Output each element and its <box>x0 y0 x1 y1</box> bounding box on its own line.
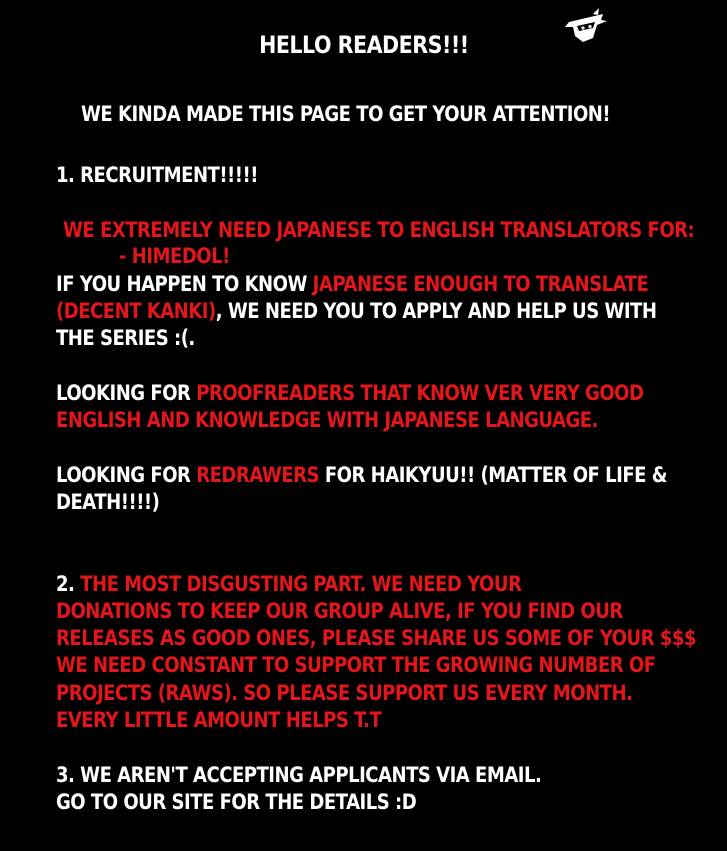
proofreaders-line-1: LOOKING FOR PROOFREADERS THAT KNOW VER VERY GOOD <box>56 381 644 405</box>
apply-line-2: (DECENT KANKI), WE NEED YOU TO APPLY AND HELP US WITH <box>56 299 657 323</box>
donations-line-4: WE NEED CONSTANT TO SUPPORT THE GROWING NUMBER OF <box>56 653 656 677</box>
apply-line-3: THE SERIES :(. <box>56 326 195 350</box>
donations-line-2: DONATIONS TO KEEP OUR GROUP ALIVE, IF YOU FIND OUR <box>56 599 623 623</box>
applicants-line-2: GO TO OUR SITE FOR THE DETAILS :D <box>56 790 417 814</box>
donations-line-6: EVERY LITTLE AMOUNT HELPS T.T <box>56 708 382 732</box>
intro-text: WE KINDA MADE THIS PAGE TO GET YOUR ATTENTION! <box>81 102 611 126</box>
apply-line-1: IF YOU HAPPEN TO KNOW JAPANESE ENOUGH TO TRANSLATE <box>56 272 649 296</box>
recruitment-heading: 1. RECRUITMENT!!!!! <box>56 163 258 187</box>
donations-line-5: PROJECTS (RAWS). SO PLEASE SUPPORT US EVERY MONTH. <box>56 681 633 705</box>
page-title: HELLO READERS!!! <box>258 31 469 59</box>
translators-line-1: WE EXTREMELY NEED JAPANESE TO ENGLISH TRANSLATORS FOR: <box>63 218 695 242</box>
redrawers-line-1: LOOKING FOR REDRAWERS FOR HAIKYUU!! (MATTER OF LIFE & <box>56 463 667 487</box>
redrawers-line-2: DEATH!!!!) <box>56 490 160 514</box>
donations-line-1: 2. THE MOST DISGUSTING PART. WE NEED YOUR <box>56 572 522 596</box>
donations-line-3: RELEASES AS GOOD ONES, PLEASE SHARE US SOME OF YOUR $$$ <box>56 626 696 650</box>
applicants-line-1: 3. WE AREN'T ACCEPTING APPLICANTS VIA EMAIL. <box>56 763 542 787</box>
proofreaders-line-2: ENGLISH AND KNOWLEDGE WITH JAPANESE LANGUAGE. <box>56 408 598 432</box>
translators-line-2: - HIMEDOL! <box>119 244 230 268</box>
